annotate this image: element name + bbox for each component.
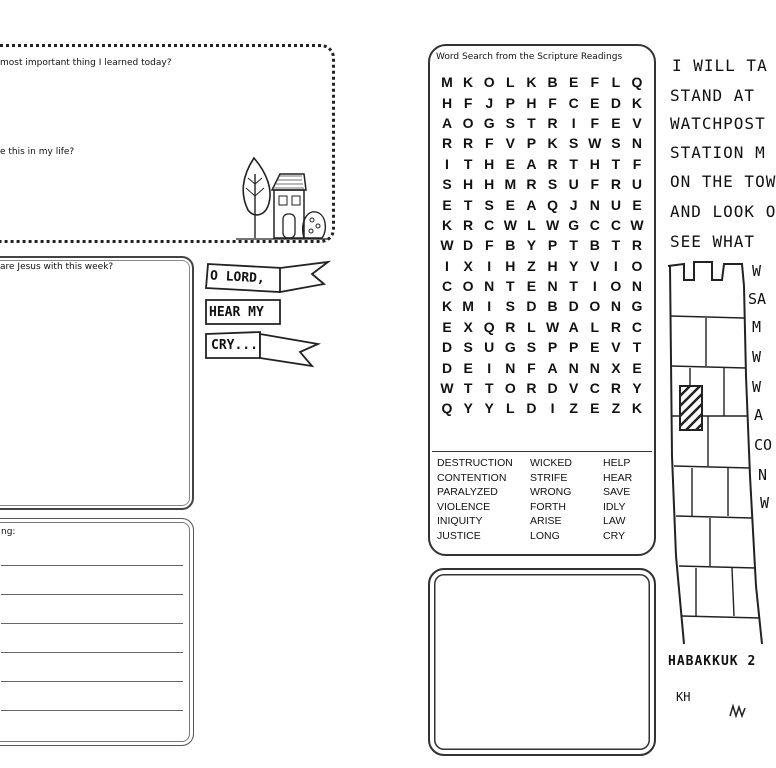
grid-letter: S <box>463 339 473 356</box>
grid-letter: S <box>442 176 452 193</box>
banner-line-1: O LORD, <box>209 268 266 287</box>
grid-row <box>440 317 644 337</box>
grid-letter: B <box>547 298 558 315</box>
verse-tower-text: N <box>758 466 768 484</box>
word-list-item: WRONG <box>530 486 572 499</box>
notes-line <box>1 565 183 566</box>
grid-letter: N <box>631 135 643 152</box>
grid-letter: C <box>589 216 600 233</box>
grid-letter: R <box>610 318 621 335</box>
grid-letter: U <box>484 339 495 356</box>
grid-letter: T <box>463 380 473 397</box>
grid-letter: X <box>611 359 621 376</box>
grid-letter: I <box>487 359 492 376</box>
grid-letter: M <box>504 176 517 193</box>
grid-letter: P <box>547 237 558 254</box>
share-jesus-box <box>0 256 194 510</box>
grid-letter: D <box>610 94 621 111</box>
banner-line-2: HEAR MY <box>209 305 264 320</box>
verse-line: STATION M <box>670 143 766 162</box>
grid-letter: H <box>526 94 537 111</box>
house-illustration <box>236 154 328 240</box>
grid-row <box>440 276 644 296</box>
grid-row <box>440 235 644 255</box>
grid-letter: V <box>568 380 579 397</box>
grid-letter: S <box>505 298 515 315</box>
word-list-item: CRY <box>603 529 625 542</box>
grid-letter: T <box>463 155 473 172</box>
grid-letter: D <box>441 359 453 376</box>
grid-letter: F <box>590 176 600 193</box>
grid-letter: O <box>610 278 622 295</box>
grid-letter: E <box>590 94 600 111</box>
grid-letter: T <box>611 237 621 254</box>
grid-letter: G <box>568 216 580 233</box>
grid-letter: T <box>569 155 578 172</box>
verse-tower-text: W <box>752 378 762 396</box>
word-list-item: DESTRUCTION <box>437 457 513 469</box>
grid-row <box>440 113 644 133</box>
grid-letter: C <box>484 216 495 233</box>
verse-tower-text: SA <box>748 290 767 308</box>
grid-letter: W <box>630 216 644 233</box>
grid-letter: I <box>445 257 449 274</box>
word-list-item: CONTENTION <box>437 471 507 484</box>
verse-line: I WILL TA <box>672 56 768 75</box>
grid-letter: F <box>463 94 473 111</box>
grid-letter: P <box>568 339 579 356</box>
grid-letter: E <box>632 196 642 213</box>
verse-line: ON THE TOW <box>670 172 776 191</box>
grid-letter: U <box>631 176 643 193</box>
grid-letter: E <box>526 278 537 295</box>
grid-row <box>440 296 644 316</box>
grid-letter: A <box>568 318 579 335</box>
grid-letter: R <box>547 114 558 131</box>
drawing-box <box>428 568 656 756</box>
notes-line <box>1 652 183 653</box>
grid-letter: T <box>463 196 473 213</box>
grid-row <box>440 154 644 174</box>
grid-letter: O <box>462 114 474 131</box>
grid-letter: E <box>611 114 621 131</box>
verse-tower-text: W <box>752 348 762 366</box>
artist-initials: KH <box>676 690 691 704</box>
grid-letter: R <box>610 176 621 193</box>
grid-letter: U <box>568 176 579 193</box>
word-list-item: PARALYZED <box>437 486 498 499</box>
grid-letter: R <box>547 155 558 172</box>
grid-letter: N <box>568 359 579 376</box>
grid-letter: W <box>545 216 560 233</box>
question-share: are Jesus with this week? <box>0 262 114 272</box>
verse-line: SEE WHAT <box>670 232 756 251</box>
grid-letter: R <box>505 318 516 335</box>
grid-row <box>440 378 644 398</box>
grid-letter: C <box>441 278 453 295</box>
grid-letter: V <box>632 114 642 131</box>
grid-letter: D <box>568 298 579 315</box>
grid-letter: Q <box>547 196 558 213</box>
grid-letter: L <box>611 74 621 91</box>
question-learned: most important thing I learned today? <box>0 58 172 68</box>
grid-letter: M <box>462 298 474 315</box>
grid-letter: R <box>441 135 453 152</box>
grid-letter: F <box>590 114 600 131</box>
grid-row <box>440 72 644 92</box>
word-list-item: ARISE <box>530 515 562 528</box>
notes-label: ng: <box>1 527 16 537</box>
grid-letter: E <box>463 359 473 376</box>
grid-letter: V <box>505 135 515 152</box>
grid-letter: L <box>506 74 515 91</box>
banner-line-3: CRY... <box>211 338 258 353</box>
grid-letter: Z <box>527 257 536 274</box>
notes-line <box>1 681 183 682</box>
grid-row <box>440 92 644 112</box>
grid-letter: S <box>547 176 558 193</box>
grid-letter: K <box>526 74 537 91</box>
grid-letter: C <box>589 380 600 397</box>
grid-letter: R <box>631 237 643 254</box>
grid-letter: W <box>440 237 454 254</box>
grid-letter: I <box>487 257 492 274</box>
grid-row <box>440 398 644 418</box>
grid-letter: V <box>590 257 600 274</box>
grid-letter: P <box>547 339 558 356</box>
grid-letter: D <box>441 339 453 356</box>
grid-letter: N <box>631 278 643 295</box>
grid-letter: N <box>589 196 600 213</box>
grid-letter: F <box>548 94 557 111</box>
grid-letter: Y <box>526 237 537 254</box>
grid-letter: G <box>631 298 643 315</box>
grid-letter: Y <box>463 400 473 417</box>
word-search-title: Word Search from the Scripture Readings <box>436 52 623 62</box>
grid-letter: V <box>611 339 621 356</box>
grid-letter: D <box>526 400 537 417</box>
grid-letter: W <box>545 318 560 335</box>
grid-letter: D <box>463 237 474 254</box>
grid-letter: F <box>632 155 642 172</box>
grid-letter: R <box>526 380 537 397</box>
grid-letter: E <box>632 359 642 376</box>
word-list-item: HELP <box>603 457 631 469</box>
grid-letter: K <box>463 74 474 91</box>
grid-letter: T <box>569 278 578 295</box>
grid-letter: K <box>441 298 453 315</box>
grid-letter: J <box>485 94 494 111</box>
grid-row <box>440 194 644 214</box>
grid-letter: I <box>571 114 576 131</box>
grid-letter: X <box>463 318 473 335</box>
grid-letter: I <box>550 400 555 417</box>
grid-letter: A <box>526 196 537 213</box>
grid-letter: G <box>504 339 516 356</box>
grid-letter: W <box>503 216 517 233</box>
grid-letter: O <box>589 298 601 315</box>
verse-tower-text: W <box>752 262 762 280</box>
grid-letter: L <box>506 400 515 417</box>
grid-letter: E <box>505 196 515 213</box>
grid-letter: N <box>547 278 558 295</box>
grid-letter: K <box>441 216 453 233</box>
grid-row <box>440 215 644 235</box>
grid-letter: U <box>610 196 621 213</box>
grid-letter: P <box>505 94 515 111</box>
grid-letter: C <box>568 94 579 111</box>
notes-line <box>1 710 183 711</box>
notes-line <box>1 594 183 595</box>
grid-letter: F <box>590 74 600 91</box>
grid-letter: A <box>441 114 453 131</box>
grid-letter: W <box>588 135 602 152</box>
grid-letter: B <box>589 237 600 254</box>
verse-reference: HABAKKUK 2 <box>668 654 757 669</box>
grid-letter: E <box>590 339 600 356</box>
grid-letter: R <box>463 216 474 233</box>
grid-letter: O <box>483 74 495 91</box>
grid-letter: C <box>610 216 621 233</box>
grid-letter: H <box>505 257 516 274</box>
grid-letter: W <box>440 380 454 397</box>
grid-row <box>440 174 644 194</box>
grid-letter: I <box>613 257 618 274</box>
grid-letter: H <box>589 155 600 172</box>
verse-tower-text: W <box>760 494 770 512</box>
grid-letter: K <box>631 400 643 417</box>
grid-letter: M <box>441 74 453 91</box>
word-list-item: FORTH <box>530 500 566 513</box>
grid-letter: S <box>611 135 621 152</box>
word-list <box>437 456 647 544</box>
grid-letter: I <box>445 155 449 172</box>
grid-letter: R <box>610 380 621 397</box>
verse-tower-text: A <box>754 406 764 424</box>
grid-letter: H <box>484 176 495 193</box>
grid-letter: R <box>526 176 537 193</box>
grid-letter: D <box>526 298 537 315</box>
grid-letter: I <box>487 298 492 315</box>
grid-letter: S <box>526 339 537 356</box>
grid-letter: T <box>611 155 621 172</box>
notes-box <box>0 518 194 746</box>
grid-letter: X <box>463 257 473 274</box>
word-list-item: HEAR <box>603 471 633 484</box>
grid-letter: J <box>569 196 578 213</box>
word-list-item: LONG <box>530 529 560 542</box>
grid-letter: B <box>505 237 516 254</box>
verse-line: WATCHPOST <box>670 114 766 133</box>
grid-letter: F <box>484 237 494 254</box>
grid-letter: Q <box>631 74 643 91</box>
grid-letter: B <box>547 74 558 91</box>
grid-letter: T <box>632 339 642 356</box>
word-list-item: INIQUITY <box>437 515 483 528</box>
notes-line <box>1 623 183 624</box>
grid-row <box>440 357 644 377</box>
word-list-item: IDLY <box>603 500 626 513</box>
grid-letter: F <box>484 135 494 152</box>
word-search-divider <box>432 451 652 452</box>
grid-letter: H <box>547 257 558 274</box>
grid-letter: Y <box>568 257 579 274</box>
word-list-item: WICKED <box>530 457 572 469</box>
grid-letter: K <box>547 135 558 152</box>
grid-letter: Q <box>441 400 453 417</box>
verse-tower-text: CO <box>754 436 773 454</box>
grid-letter: Z <box>569 400 578 417</box>
word-list-item: VIOLENCE <box>437 500 491 513</box>
word-list-item: SAVE <box>603 486 631 499</box>
grid-letter: Y <box>632 380 642 397</box>
grid-letter: E <box>442 196 452 213</box>
grid-row <box>440 337 644 357</box>
grid-letter: T <box>484 380 494 397</box>
grid-letter: L <box>527 216 536 233</box>
grid-letter: F <box>527 359 536 376</box>
grid-letter: S <box>505 114 515 131</box>
grass-doodle <box>728 704 748 718</box>
word-search-grid <box>440 72 644 419</box>
grid-letter: N <box>610 298 621 315</box>
grid-letter: Z <box>611 400 621 417</box>
grid-letter: T <box>569 237 578 254</box>
grid-letter: Y <box>484 400 494 417</box>
word-list-item: JUSTICE <box>437 529 481 542</box>
grid-row <box>440 256 644 276</box>
verse-tower-text: M <box>752 318 762 336</box>
grid-letter: T <box>506 278 515 295</box>
grid-letter: I <box>592 278 597 295</box>
grid-letter: G <box>483 114 495 131</box>
grid-letter: C <box>631 318 643 335</box>
grid-letter: D <box>547 380 558 397</box>
grid-letter: O <box>631 257 643 274</box>
grid-letter: H <box>441 94 453 111</box>
grid-letter: N <box>589 359 600 376</box>
grid-letter: T <box>527 114 536 131</box>
grid-letter: S <box>484 196 494 213</box>
grid-letter: H <box>463 176 474 193</box>
verse-line: AND LOOK O <box>670 202 776 221</box>
grid-letter: N <box>505 359 516 376</box>
word-list-item: LAW <box>603 515 626 528</box>
grid-letter: E <box>590 400 600 417</box>
grid-letter: A <box>526 155 537 172</box>
grid-letter: S <box>568 135 579 152</box>
grid-letter: N <box>484 278 495 295</box>
tower-illustration <box>666 256 768 650</box>
grid-letter: O <box>504 380 516 397</box>
grid-letter: K <box>631 94 643 111</box>
grid-letter: O <box>462 278 474 295</box>
grid-letter: E <box>568 74 579 91</box>
grid-letter: E <box>505 155 515 172</box>
grid-letter: H <box>484 155 495 172</box>
grid-letter: Q <box>483 318 495 335</box>
grid-row <box>440 133 644 153</box>
grid-letter: L <box>527 318 536 335</box>
grid-letter: E <box>442 318 452 335</box>
grid-letter: P <box>526 135 537 152</box>
grid-letter: R <box>463 135 474 152</box>
word-list-item: STRIFE <box>530 471 568 484</box>
grid-letter: A <box>547 359 558 376</box>
grid-letter: L <box>590 318 600 335</box>
question-life: e this in my life? <box>0 147 75 157</box>
verse-line: STAND AT <box>670 86 756 105</box>
